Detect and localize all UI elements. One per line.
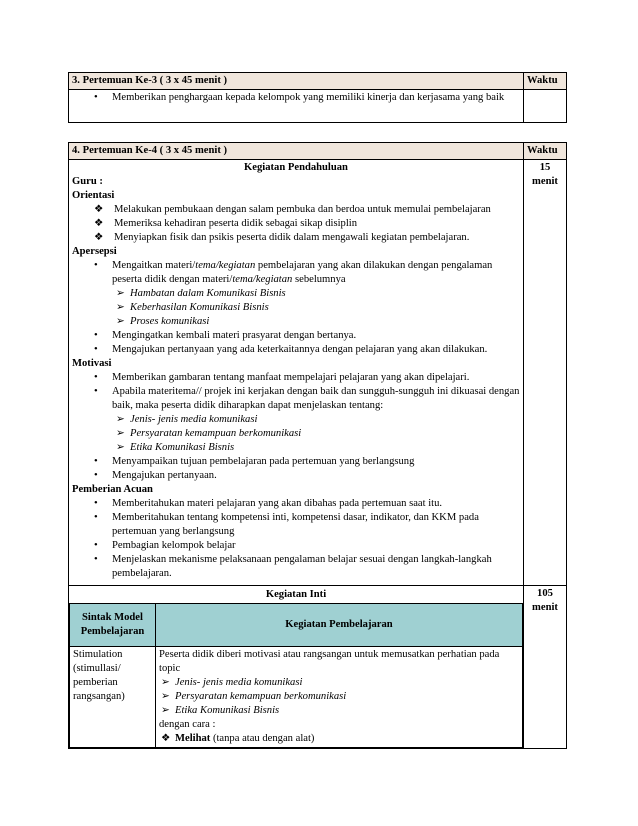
acuan-label: Pemberian Acuan: [72, 484, 153, 495]
meeting4-title: 4. Pertemuan Ke-4 ( 3 x 45 menit ): [69, 143, 524, 160]
orientasi-label: Orientasi: [72, 190, 115, 201]
list-item: • Memberitahukan tentang kompetensi inti, kompetensi dasar, indikator, dan KKM pada pertemuan yang berlangsung: [94, 512, 479, 537]
list-item: • Pembagian kelompok belajar: [94, 540, 236, 551]
list-item: • Mengajukan pertanyaan yang ada keterkaitannya dengan pelajaran yang akan dilakukan.: [94, 344, 488, 355]
inti-duration: 105 menit: [524, 586, 567, 749]
meeting3-table: [68, 72, 567, 123]
list-item: • Mengaitkan materi/tema/kegiatan pembelajaran yang akan dilakukan dengan pengalaman peserta didik dengan materi/tema/kegiatan sebelumnya: [94, 260, 493, 285]
list-item: • Menjelaskan mekanisme pelaksanaan pengalaman belajar sesuai dengan langkah-langkah pembelajaran.: [94, 554, 492, 579]
sintak-cell: Stimulation (stimullasi/ pemberian rangsangan): [70, 647, 156, 748]
guru-label: Guru :: [72, 176, 103, 187]
apersepsi-label: Apersepsi: [72, 246, 117, 257]
sub-list-item: ➢ Jenis- jenis media komunikasi: [116, 414, 258, 425]
sub-list-item: ➢ Etika Komunikasi Bisnis: [161, 705, 280, 716]
meeting4-header: [69, 143, 567, 160]
sub-list-item: ➢ Hambatan dalam Komunikasi Bisnis: [116, 288, 286, 299]
table-row: [70, 647, 523, 748]
list-item: ❖ Melihat (tanpa atau dengan alat): [161, 733, 315, 744]
meeting3-title: 3. Pertemuan Ke-3 ( 3 x 45 menit ): [69, 73, 524, 90]
sub-list-item: ➢ Etika Komunikasi Bisnis: [116, 442, 235, 453]
list-item: ❖ Melakukan pembukaan dengan salam pembuka dan berdoa untuk memulai pembelajaran: [94, 204, 491, 215]
kegiatan-header: Kegiatan Pembelajaran: [156, 604, 523, 647]
meeting3-body: [69, 90, 524, 123]
pendahuluan-duration: 15 menit: [524, 160, 567, 586]
sintak-header: Sintak Model Pembelajaran: [70, 604, 156, 647]
list-item: • Apabila materitema// projek ini kerjakan dengan baik dan sungguh-sungguh ini dikuasai dengan baik, maka peserta didik diharapkan dapat menjelaskan tentang:: [94, 386, 520, 411]
motivasi-label: Motivasi: [72, 358, 112, 369]
inti-heading: Kegiatan Inti: [265, 589, 327, 600]
meeting4-waktu: Waktu: [524, 143, 567, 160]
sub-list-item: ➢ Persyaratan kemampuan berkomunikasi: [161, 691, 347, 702]
sub-list-item: ➢ Jenis- jenis media komunikasi: [161, 677, 303, 688]
inti-table-header: [70, 604, 523, 647]
list-item: • Memberikan gambaran tentang manfaat mempelajari pelajaran yang akan dipelajari.: [94, 372, 470, 383]
list-item: • Mengajukan pertanyaan.: [94, 470, 217, 481]
list-item: ❖ Menyiapkan fisik dan psikis peserta didik dalam mengawali kegiatan pembelajaran.: [94, 232, 470, 243]
sub-list-item: ➢ Keberhasilan Komunikasi Bisnis: [116, 302, 269, 313]
pendahuluan-heading: Kegiatan Pendahuluan: [244, 162, 348, 173]
sub-list-item: ➢ Persyaratan kemampuan berkomunikasi: [116, 428, 302, 439]
pendahuluan-cell: [69, 160, 524, 586]
list-item: • Mengingatkan kembali materi prasyarat dengan bertanya.: [94, 330, 357, 341]
list-item: • Menyampaikan tujuan pembelajaran pada pertemuan yang berlangsung: [94, 456, 415, 467]
sub-list-item: ➢ Proses komunikasi: [116, 316, 210, 327]
meeting4-table: [68, 142, 567, 749]
list-item: • Memberikan penghargaan kepada kelompok yang memiliki kinerja dan kerjasama yang baik: [94, 92, 505, 103]
meeting3-waktu: Waktu: [524, 73, 567, 90]
list-item: ❖ Memeriksa kehadiran peserta didik sebagai sikap disiplin: [94, 218, 357, 229]
list-item: • Memberitahukan materi pelajaran yang akan dibahas pada pertemuan saat itu.: [94, 498, 443, 509]
meeting3-header: [69, 73, 567, 90]
inti-cell: [69, 586, 524, 749]
inti-table: [69, 603, 523, 748]
kegiatan-cell: Peserta didik diberi motivasi atau rangsangan untuk memusatkan perhatian pada topic ➢ Jenis- jenis media komunikasi ➢ Persyaratan kemampuan berkomunikasi ➢ Etika Komunikasi Bisnis dengan cara : ❖ Melihat (tanpa atau dengan alat): [156, 647, 523, 748]
